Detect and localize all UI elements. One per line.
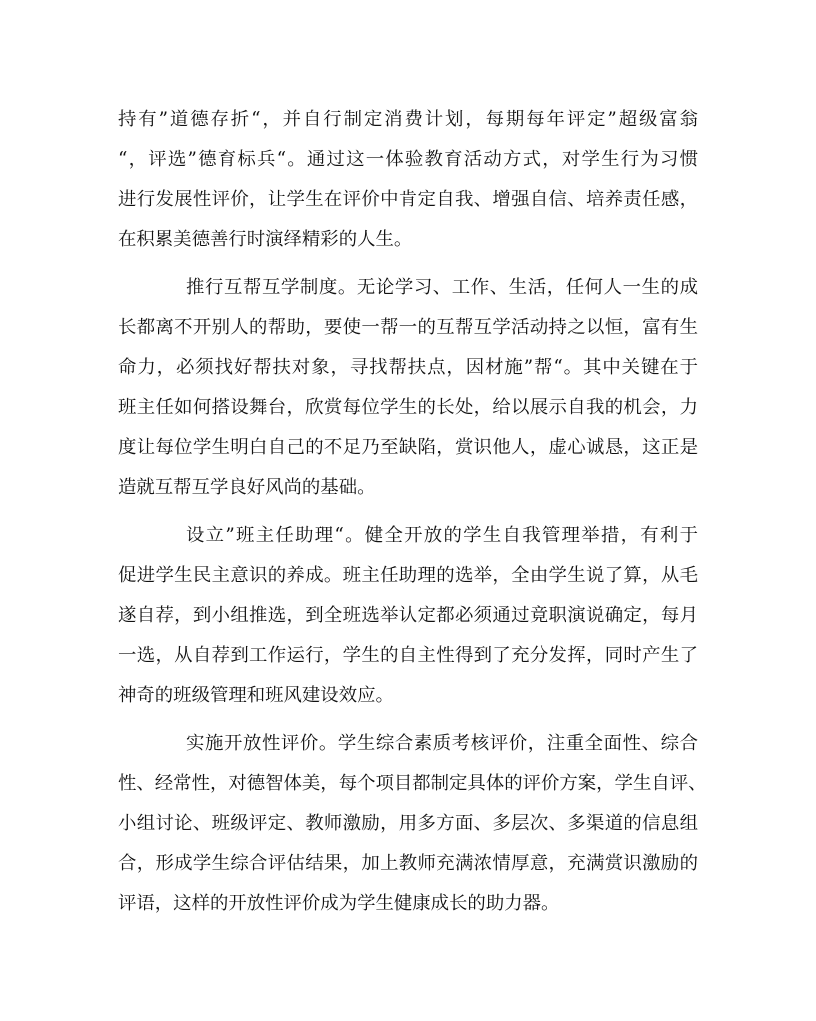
text-line: 命力，必须找好帮扶对象，寻找帮扶点，因材施”帮“。其中关键在于 xyxy=(118,357,698,378)
text-line: 推行互帮互学制度。无论学习、工作、生活，任何人一生的成 xyxy=(186,277,698,298)
text-line: 性、经常性，对德智体美，每个项目都制定具体的评价方案，学生自评、 xyxy=(118,773,707,794)
text-line: 持有”道德存折“，并自行制定消费计划，每期每年评定”超级富翁 xyxy=(118,109,698,130)
text-line: 实施开放性评价。学生综合素质考核评价，注重全面性、综合 xyxy=(186,733,698,754)
text-line: 遂自荐，到小组推选，到全班选举认定都必须通过竟职演说确定，每月 xyxy=(118,605,698,626)
text-line: 一选，从自荐到工作运行，学生的自主性得到了充分发挥，同时产生了 xyxy=(118,645,698,666)
text-line: 长都离不开别人的帮助，要使一帮一的互帮互学活动持之以恒，富有生 xyxy=(118,317,698,338)
text-line: 小组讨论、班级评定、教师激励，用多方面、多层次、多渠道的信息组 xyxy=(118,813,698,834)
text-line: “，评选”德育标兵“。通过这一体验教育活动方式，对学生行为习惯 xyxy=(118,149,698,170)
text-line: 造就互帮互学良好风尚的基础。 xyxy=(118,477,376,498)
text-line: 神奇的班级管理和班风建设效应。 xyxy=(118,685,394,706)
text-line: 在积累美德善行时演绎精彩的人生。 xyxy=(118,229,413,250)
text-line: 评语，这样的开放性评价成为学生健康成长的助力器。 xyxy=(118,893,560,914)
text-line: 进行发展性评价，让学生在评价中肯定自我、增强自信、培养责任感， xyxy=(118,189,698,210)
text-line: 合，形成学生综合评估结果，加上教师充满浓情厚意，充满赏识激励的 xyxy=(118,853,698,874)
text-line: 度让每位学生明白自己的不足乃至缺陷，赏识他人，虚心诚恳，这正是 xyxy=(118,437,698,458)
text-line: 设立”班主任助理“。健全开放的学生自我管理举措，有利于 xyxy=(186,525,698,546)
text-line: 促进学生民主意识的养成。班主任助理的选举，全由学生说了算，从毛 xyxy=(118,565,698,586)
text-line: 班主任如何搭设舞台，欣赏每位学生的长处，给以展示自我的机会，力 xyxy=(118,397,698,418)
